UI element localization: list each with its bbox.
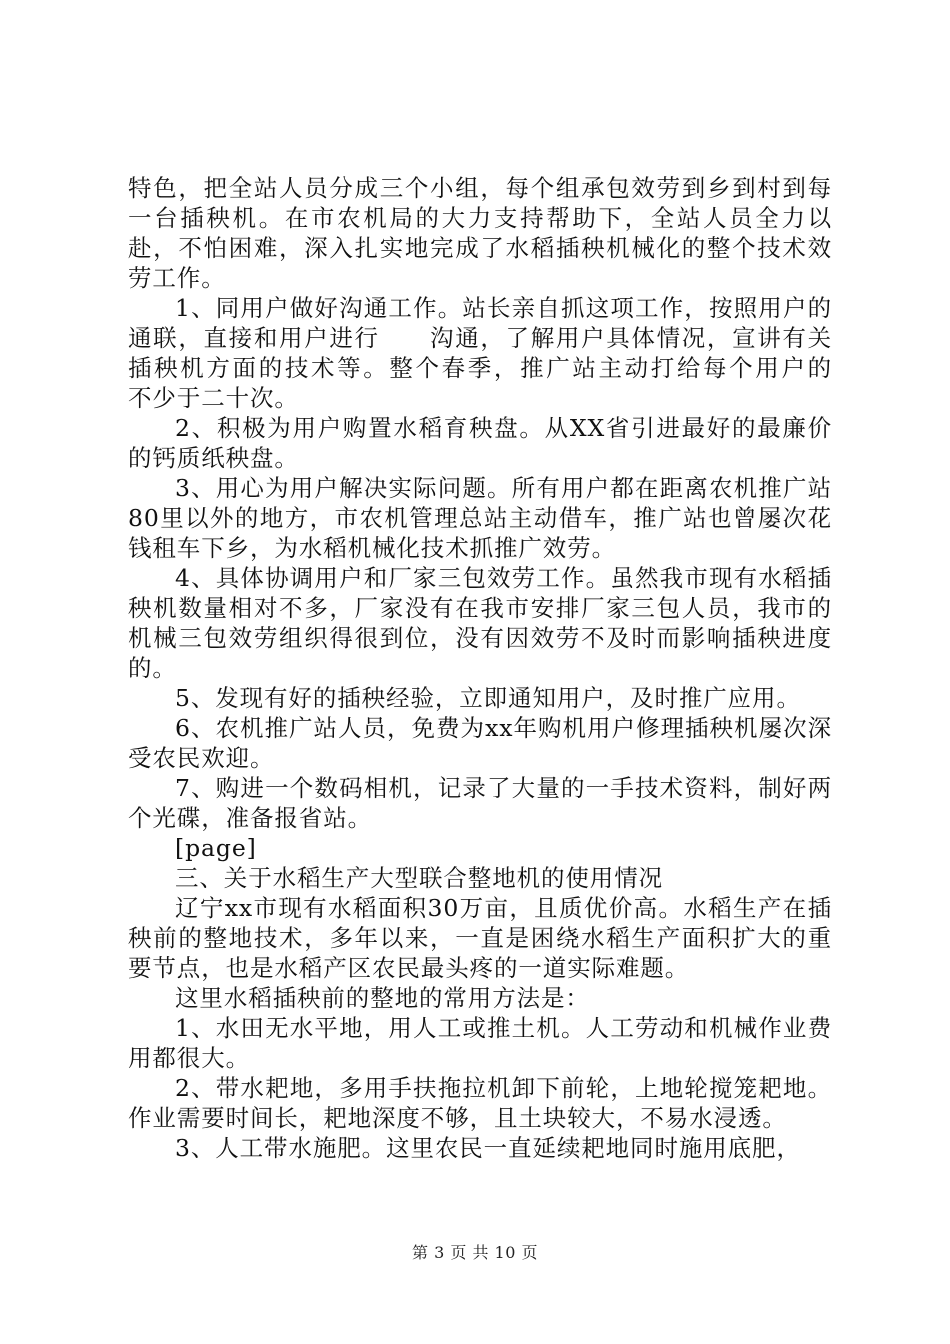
paragraph-continuation: 特色，把全站人员分成三个小组，每个组承包效劳到乡到村到每一台插秧机。在市农机局的大力支持帮助下，全站人员全力以赴，不怕困难，深入扎实地完成了水稻插秧机械化的整个技术效劳工作。 (128, 174, 832, 292)
paragraph-method-1: 1、水田无水平地，用人工或推土机。人工劳动和机械作业费用都很大。 (128, 1014, 832, 1072)
paragraph-method-3: 3、人工带水施肥。这里农民一直延续耙地同时施用底肥， (175, 1134, 801, 1162)
page-marker: [page] (175, 834, 257, 862)
section-heading: 三、关于水稻生产大型联合整地机的使用情况 (175, 864, 663, 892)
paragraph-item-7: 7、购进一个数码相机，记录了大量的一手技术资料，制好两个光碟，准备报省站。 (128, 774, 832, 832)
page-footer: 第 3 页 共 10 页 (412, 1243, 538, 1262)
paragraph-intro: 辽宁xx市现有水稻面积30万亩，且质优价高。水稻生产在插秧前的整地技术，多年以来，一直是困绕水稻生产面积扩大的重要节点，也是水稻产区农民最头疼的一道实际难题。 (128, 894, 832, 982)
paragraph-methods-lead: 这里水稻插秧前的整地的常用方法是： (175, 984, 590, 1012)
paragraph-item-1: 1、同用户做好沟通工作。站长亲自抓这项工作，按照用户的 通联，直接和用户进行 沟通，了解用户具体情况，宣讲有关插秧机方面的技术等。整个春季，推广站主动打给每个用户的 不少于二十次。 (128, 294, 881, 412)
document-body (128, 173, 881, 1163)
paragraph-item-2: 2、积极为用户购置水稻育秧盘。从XX省引进最好的最廉价的钙质纸秧盘。 (128, 414, 832, 472)
paragraph-item-4: 4、具体协调用户和厂家三包效劳工作。虽然我市现有水稻插秧机数量相对不多，厂家没有在我市安排厂家三包人员，我市的机械三包效劳组织得很到位，没有因效劳不及时而影响插秧进度的。 (128, 564, 832, 682)
paragraph-method-2: 2、带水耙地，多用手扶拖拉机卸下前轮，上地轮搅笼耙地。作业需要时间长，耙地深度不够，且土块较大，不易水浸透。 (128, 1074, 832, 1132)
paragraph-item-5: 5、发现有好的插秧经验，立即通知用户，及时推广应用。 (175, 684, 801, 712)
paragraph-item-3: 3、用心为用户解决实际问题。所有用户都在距离农机推广站80里以外的地方，市农机管理总站主动借车，推广站也曾屡次花钱租车下乡，为水稻机械化技术抓推广效劳。 (128, 474, 832, 562)
paragraph-item-6: 6、农机推广站人员，免费为xx年购机用户修理插秧机屡次深受农民欢迎。 (128, 714, 832, 772)
